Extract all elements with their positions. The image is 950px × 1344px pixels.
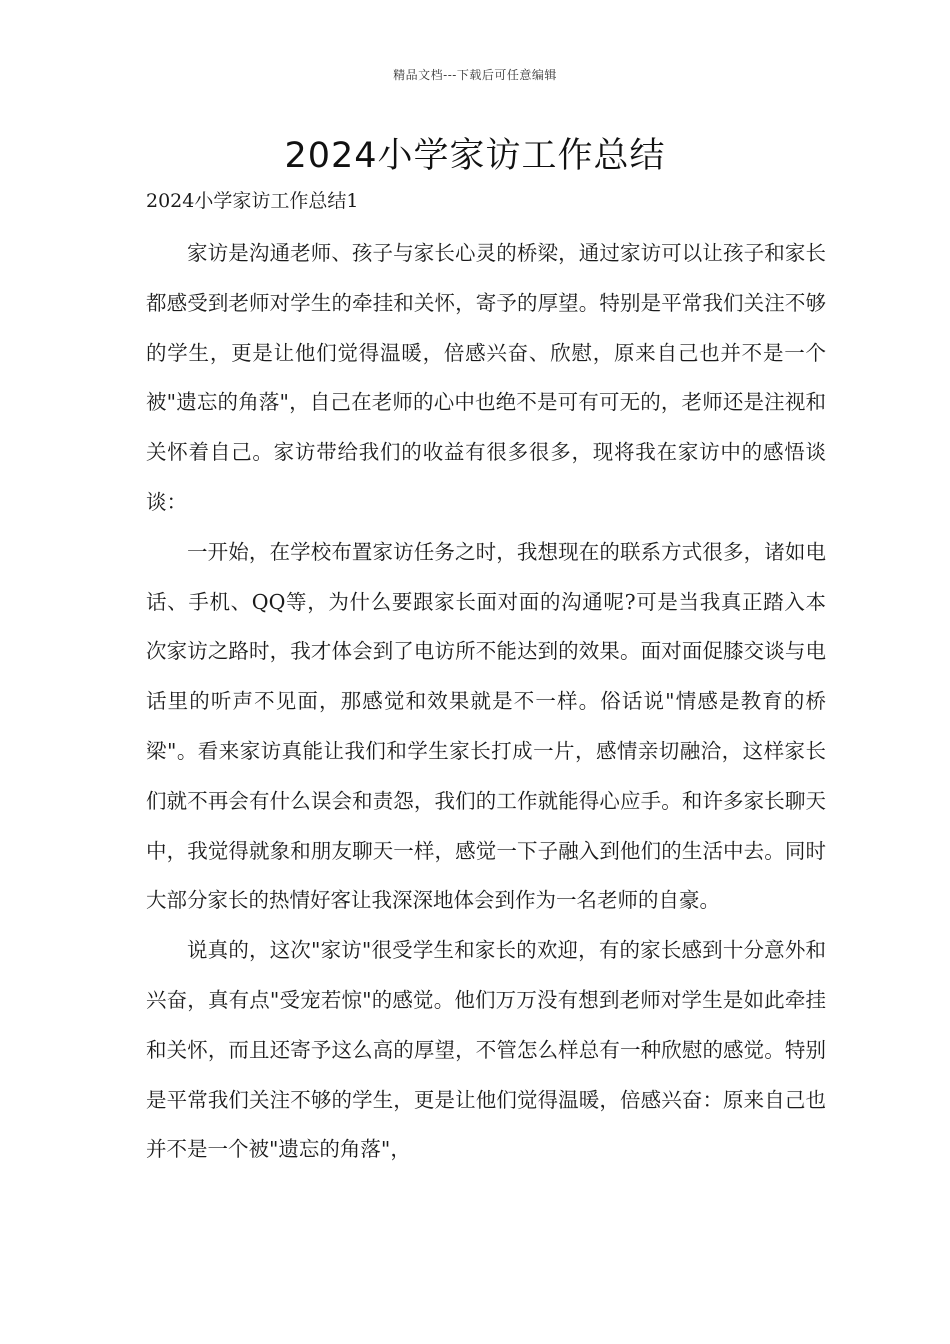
document-title: 2024小学家访工作总结 [284, 136, 666, 176]
section-subtitle: 2024小学家访工作总结1 [146, 190, 359, 212]
paragraph-2: 一开始，在学校布置家访任务之时，我想现在的联系方式很多，诸如电话、手机、QQ等，为什么要跟家长面对面的沟通呢?可是当我真正踏入本次家访之路时，我才体会到了电访所不能达到的效果。面对面促膝交谈与电话里的听声不见面，那感觉和效果就是不一样。俗话说"情感是教育的桥梁"。看来家访真能让我们和学生家长打成一片，感情亲切融洽，这样家长们就不再会有什么误会和责怨，我们的工作就能得心应手。和许多家长聊天中，我觉得就象和朋友聊天一样，感觉一下子融入到他们的生活中去。同时大部分家长的热情好客让我深深地体会到作为一名老师的自豪。 [146, 539, 826, 913]
paragraph-1: 家访是沟通老师、孩子与家长心灵的桥梁，通过家访可以让孩子和家长都感受到老师对学生的牵挂和关怀，寄予的厚望。特别是平常我们关注不够的学生，更是让他们觉得温暖，倍感兴奋、欣慰，原来自己也并不是一个被"遗忘的角落"，自己在老师的心中也绝不是可有可无的，老师还是注视和关怀着自己。家访带给我们的收益有很多很多，现将我在家访中的感悟谈谈： [146, 241, 826, 514]
paragraph-3: 说真的，这次"家访"很受学生和家长的欢迎，有的家长感到十分意外和兴奋，真有点"受宠若惊"的感觉。他们万万没有想到老师对学生是如此牵挂和关怀，而且还寄予这么高的厚望，不管怎么样总有一种欣慰的感觉。特别是平常我们关注不够的学生，更是让他们觉得温暖，倍感兴奋：原来自己也并不是一个被"遗忘的角落"， [146, 938, 826, 1162]
document-body [146, 229, 826, 1175]
header-note: 精品文档---下载后可任意编辑 [393, 68, 557, 82]
